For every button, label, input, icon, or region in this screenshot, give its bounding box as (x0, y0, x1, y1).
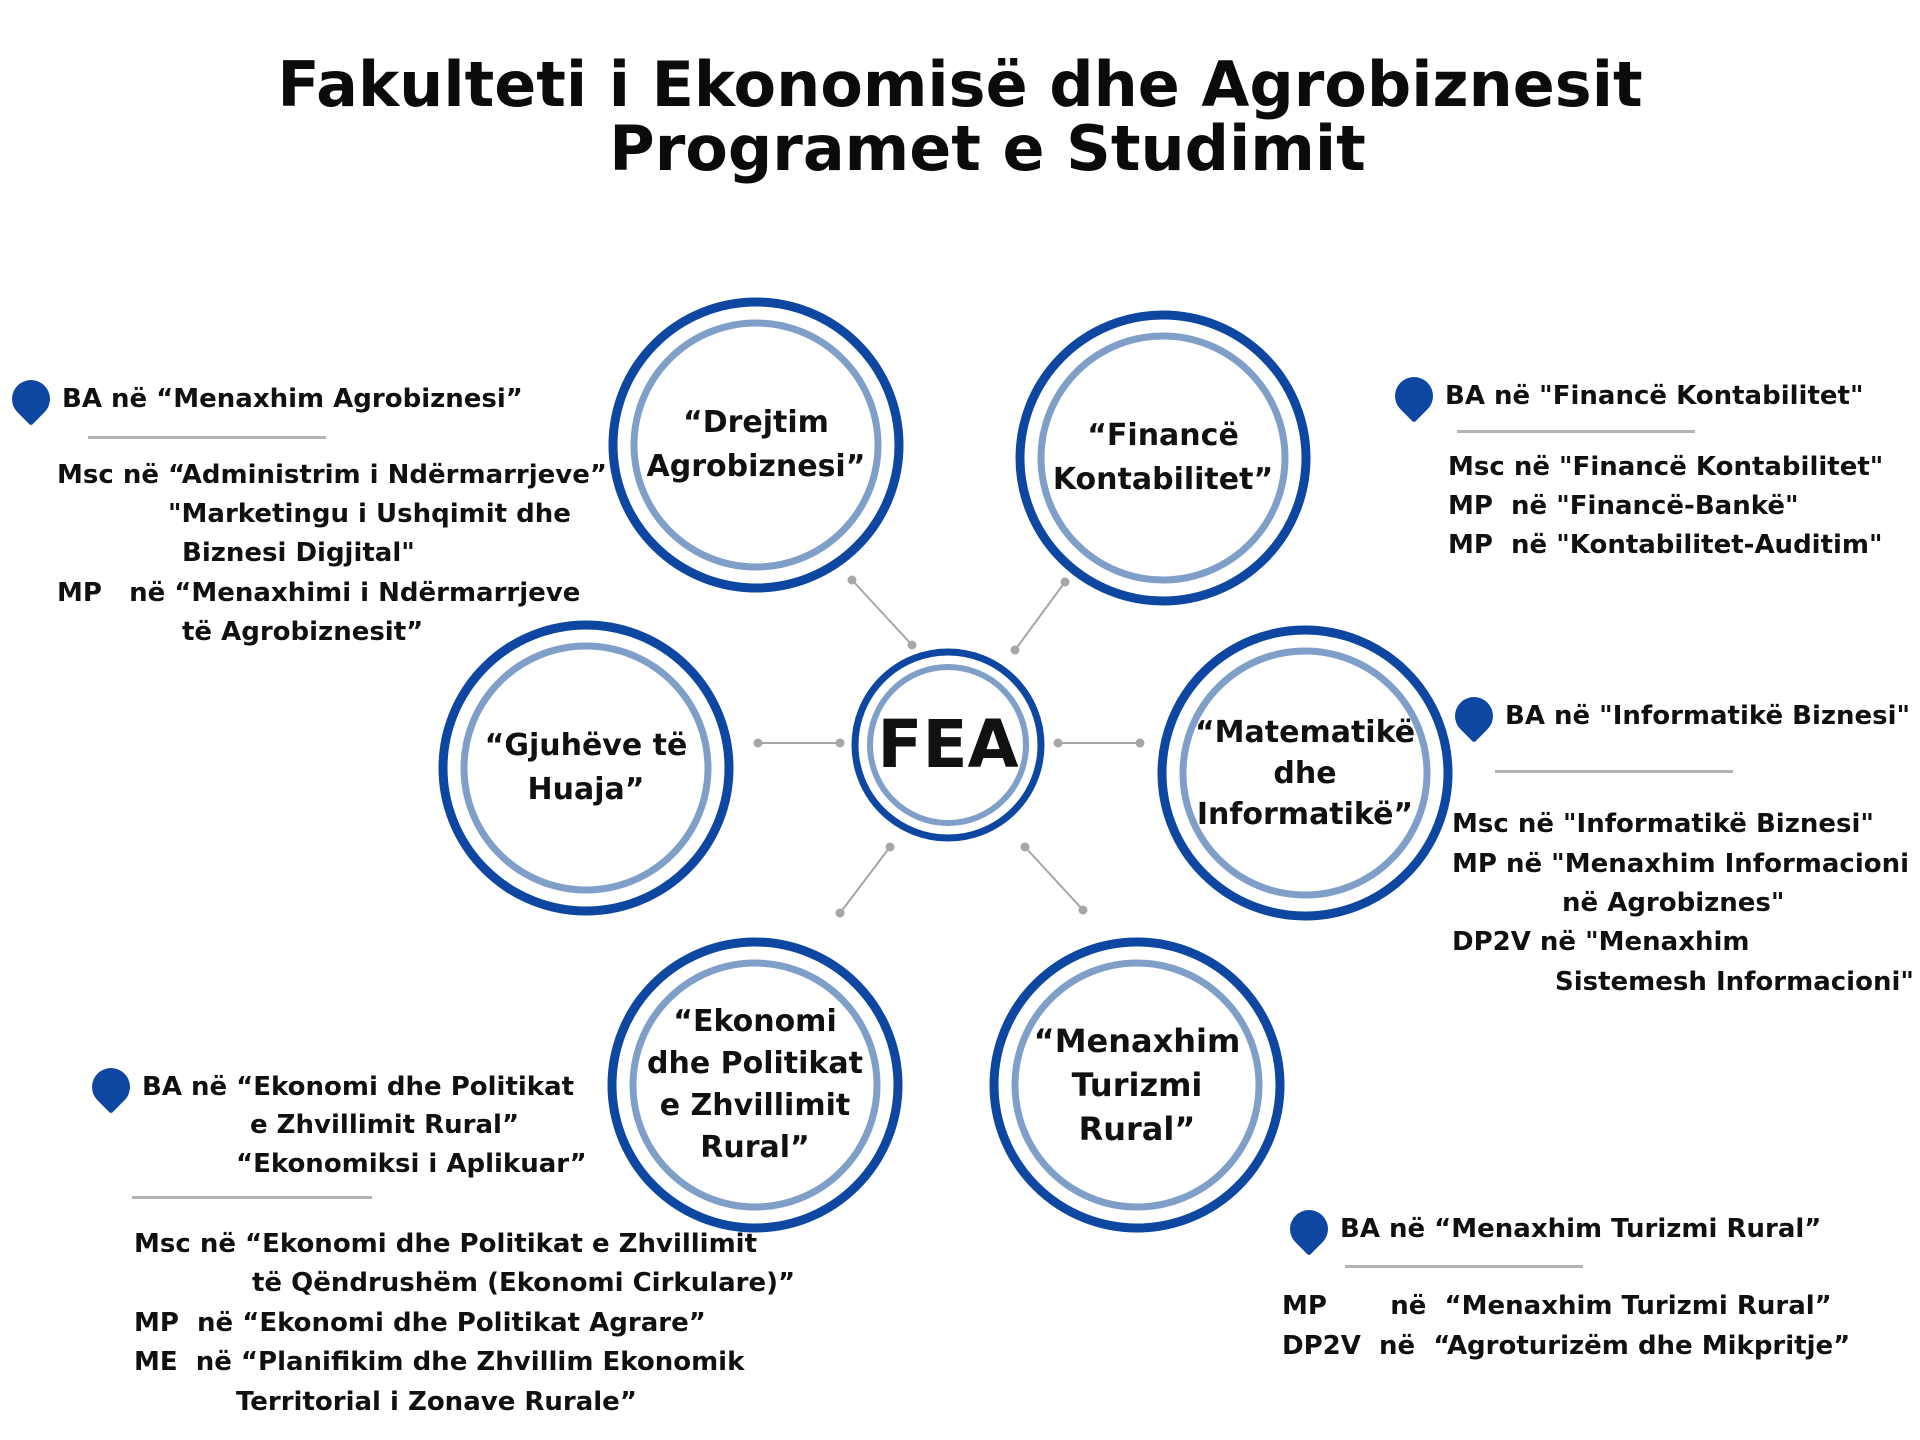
ba-math (1455, 697, 1910, 735)
program-line: Msc në “Ekonomi dhe Politikat e Zhvillimit (134, 1229, 758, 1259)
connector-dot (1080, 907, 1087, 914)
page-title: Fakulteti i Ekonomisë dhe Agrobiznesit (277, 48, 1643, 121)
location-pin-icon (84, 1060, 138, 1114)
department-label-eco: “Ekonomi dhe Politikat e Zhvillimit Rural” (647, 1004, 863, 1165)
program-line: të Agrobiznesit” (182, 617, 424, 647)
connector-dot (1062, 579, 1069, 586)
program-line: DP2V në “Agroturizëm dhe Mikpritje” (1282, 1331, 1851, 1361)
connector-agro (852, 580, 912, 645)
center-label: FEA (877, 706, 1019, 783)
location-pin-icon (1282, 1202, 1336, 1256)
location-pin-icon (1387, 369, 1441, 423)
ba-agro (12, 380, 523, 418)
connector-dot (1055, 740, 1062, 747)
ba-fin-text: BA në "Financë Kontabilitet" (1445, 381, 1864, 411)
location-pin-icon (4, 372, 58, 426)
connector-dot (1137, 740, 1144, 747)
ba-agro-text: BA në “Menaxhim Agrobiznesi” (62, 384, 523, 414)
program-line: MP në “Ekonomi dhe Politikat Agrare” (134, 1308, 706, 1338)
program-line: MP në "Financë-Bankë" (1448, 491, 1799, 521)
program-line: Territorial i Zonave Rurale” (236, 1387, 637, 1417)
program-line: MP në “Menaxhim Turizmi Rural” (1282, 1291, 1832, 1321)
program-line: Msc në "Informatikë Biznesi" (1452, 809, 1874, 839)
program-line: "Marketingu i Ushqimit dhe (168, 499, 571, 529)
connector-dot (1012, 647, 1019, 654)
program-line: DP2V në "Menaxhim (1452, 927, 1750, 957)
connector-dot (837, 910, 844, 917)
program-line: Msc në “Administrim i Ndërmarrjeve” (57, 460, 607, 490)
connector-fin (1015, 582, 1065, 650)
connector-dot (849, 577, 856, 584)
ba-tour (1290, 1210, 1821, 1248)
department-label-math: “Matematikë dhe Informatikë” (1194, 714, 1416, 832)
separator (132, 1196, 372, 1199)
program-line: ME në “Planifikim dhe Zhvillim Ekonomik (134, 1347, 745, 1377)
connector-tour (1025, 847, 1083, 910)
ba-eco (92, 1068, 574, 1106)
ba-tour-text: BA në “Menaxhim Turizmi Rural” (1340, 1214, 1822, 1244)
page-subtitle: Programet e Studimit (609, 112, 1366, 185)
department-label-lang: “Gjuhëve të Huaja” (484, 728, 688, 807)
ba-eco-text: BA në “Ekonomi dhe Politikat (142, 1072, 575, 1102)
separator (1345, 1265, 1583, 1268)
program-line: Msc në "Financë Kontabilitet" (1448, 452, 1884, 482)
connector-dot (909, 642, 916, 649)
department-label-agro: “Drejtim Agrobiznesi” (646, 405, 866, 484)
separator (1495, 770, 1733, 773)
program-line: në Agrobiznes" (1562, 888, 1785, 918)
department-label-tour: “Menaxhim Turizmi Rural” (1033, 1022, 1241, 1148)
location-pin-icon (1447, 689, 1501, 743)
ba-eco-line: e Zhvillimit Rural” (250, 1110, 520, 1140)
department-label-fin: “Financë Kontabilitet” (1052, 418, 1274, 497)
program-line: Sistemesh Informacioni" (1555, 967, 1914, 997)
separator (88, 436, 326, 439)
program-line: MP në "Kontabilitet-Auditim" (1448, 530, 1883, 560)
connector-dot (755, 740, 762, 747)
connector-dot (837, 740, 844, 747)
ba-fin (1395, 377, 1864, 415)
program-line: Biznesi Digjital" (182, 538, 415, 568)
ba-math-text: BA në "Informatikë Biznesi" (1505, 701, 1911, 731)
connector-eco (840, 847, 890, 913)
separator (1457, 430, 1695, 433)
program-line: MP në "Menaxhim Informacioni (1452, 849, 1910, 879)
connector-dot (887, 844, 894, 851)
program-line: të Qëndrushëm (Ekonomi Cirkulare)” (252, 1268, 796, 1298)
ba-eco-line: “Ekonomiksi i Aplikuar” (236, 1149, 587, 1179)
connector-dot (1022, 844, 1029, 851)
program-line: MP në “Menaxhimi i Ndërmarrjeve (57, 578, 581, 608)
